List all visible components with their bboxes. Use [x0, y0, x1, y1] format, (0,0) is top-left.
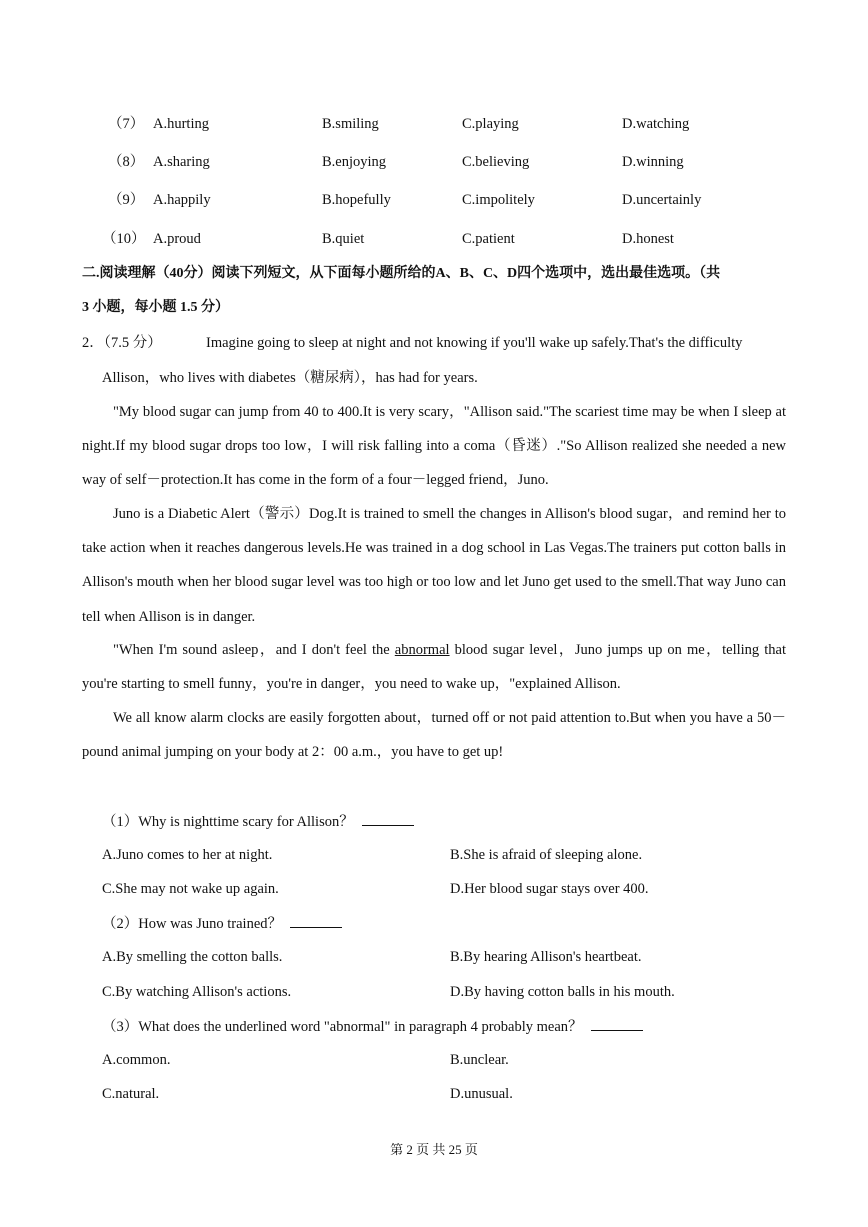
option-d: D.honest [622, 231, 674, 247]
option-c: C.patient [462, 231, 515, 247]
option-a: A.hurting [153, 116, 209, 132]
paragraph-2: "My blood sugar can jump from 40 to 400.It is very scary，"Allison said."The scariest time may be when I sleep at night.If my blood sugar drops too low，I will risk falling into a coma（昏迷）."So Allison realized she needed a new way of self－protection.It has come in the form of a four－legged friend，Juno. [82, 404, 786, 489]
passage-intro: Imagine going to sleep at night and not knowing if you'll wake up safely.That's the difficulty [206, 335, 743, 351]
option-row-9 [0, 190, 868, 210]
question-3-option-a: A.common. [102, 1052, 171, 1068]
option-row-10 [0, 229, 868, 249]
paragraph-4-start: "When I'm sound asleep，and I don't feel the [113, 642, 395, 658]
question-1-option-a: A.Juno comes to her at night. [102, 847, 273, 863]
option-number: （9） [108, 192, 145, 208]
question-2-option-b: B.By hearing Allison's heartbeat. [450, 949, 642, 965]
question-3-option-b: B.unclear. [450, 1052, 509, 1068]
option-b: B.enjoying [322, 154, 387, 170]
option-a: A.proud [153, 231, 201, 247]
underlined-word: abnormal [394, 642, 450, 658]
option-row-7 [0, 114, 868, 134]
option-number: （10） [102, 231, 146, 247]
question-1-option-c: C.She may not wake up again. [102, 881, 279, 897]
option-b: B.hopefully [322, 192, 391, 208]
option-c: C.playing [462, 116, 519, 132]
option-row-8 [0, 152, 868, 172]
question-2-option-c: C.By watching Allison's actions. [102, 984, 292, 1000]
option-d: D.watching [622, 116, 690, 132]
question-1-option-b: B.She is afraid of sleeping alone. [450, 847, 643, 863]
question-3-stem: （3）What does the underlined word "abnormal" in paragraph 4 probably mean？ [102, 1016, 643, 1037]
answer-blank [290, 913, 342, 928]
question-1-stem: （1）Why is nighttime scary for Allison？ [102, 811, 414, 832]
option-c: C.believing [462, 154, 530, 170]
question-2-stem: （2）How was Juno trained？ [102, 913, 342, 934]
option-number: （7） [108, 116, 145, 132]
question-3-option-c: C.natural. [102, 1086, 160, 1102]
paragraph-3: Juno is a Diabetic Alert（警示）Dog.It is trained to smell the changes in Allison's blood sugar，and remind her to take action when it reaches dangerous levels.He was trained in a dog school in Las Vegas.The trainers put cotton balls in Allison's mouth when her blood sugar level was too high or too low and let Juno get used to the smell.That way Juno can tell when Allison is in danger. [82, 506, 786, 625]
question-2-option-d: D.By having cotton balls in his mouth. [450, 984, 675, 1000]
option-number: （8） [108, 154, 145, 170]
passage-intro-cont: Allison，who lives with diabetes（糖尿病），has had for years. [102, 370, 478, 386]
paragraph-4-end: blood sugar level，Juno jumps up on me，telling that you're starting to smell funny，you're in danger，you need to wake up，"explained Allison. [82, 642, 786, 693]
option-a: A.sharing [153, 154, 210, 170]
option-b: B.smiling [322, 116, 379, 132]
page-footer: 第 2 页 共 25 页 [390, 1142, 478, 1157]
option-c: C.impolitely [462, 192, 535, 208]
answer-blank [591, 1016, 643, 1031]
question-1-option-d: D.Her blood sugar stays over 400. [450, 881, 649, 897]
option-b: B.quiet [322, 231, 365, 247]
option-d: D.winning [622, 154, 684, 170]
question-number: 2．（7.5 分） [82, 335, 162, 351]
section-heading-line1: 二.阅读理解（40分）阅读下列短文，从下面每小题所给的A、B、C、D四个选项中，选出最佳选项。（共 [82, 266, 721, 281]
section-heading-line2: 3 小题，每小题 1.5 分） [82, 300, 229, 315]
paragraph-4 [82, 633, 786, 701]
question-3-option-d: D.unusual. [450, 1086, 513, 1102]
question-2-option-a: A.By smelling the cotton balls. [102, 949, 283, 965]
option-d: D.uncertainly [622, 192, 702, 208]
answer-blank [362, 811, 414, 826]
option-a: A.happily [153, 192, 211, 208]
paragraph-5: We all know alarm clocks are easily forgotten about，turned off or not paid attention to.But when you have a 50－pound animal jumping on your body at 2：00 a.m.，you have to get up! [82, 710, 786, 761]
